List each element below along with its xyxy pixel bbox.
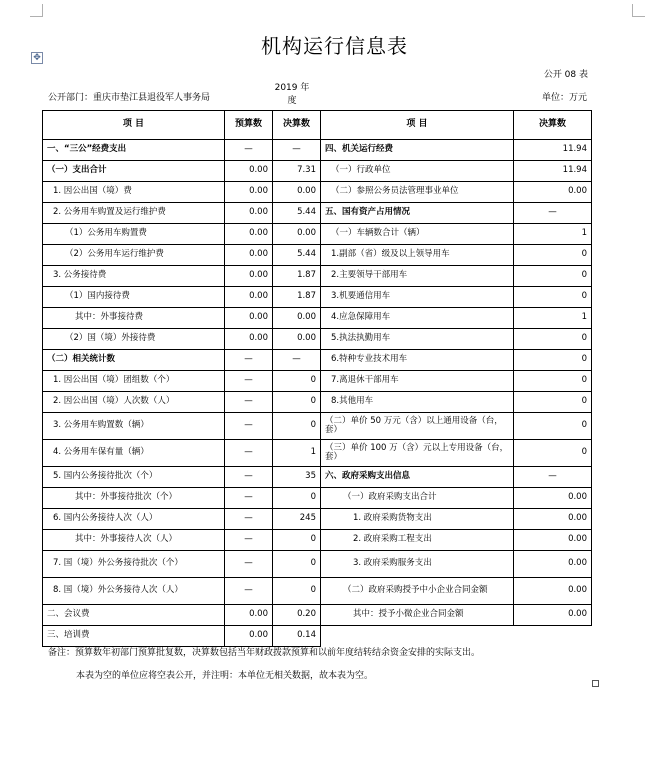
row-item: 3. 公务用车购置数（辆） — [43, 413, 225, 440]
row-final: 0.14 — [273, 626, 321, 647]
page-corner-mark — [632, 4, 645, 17]
unit-label: 单位：万元 — [541, 93, 587, 103]
table-row — [43, 287, 592, 308]
header-final-right: 决算数 — [514, 111, 592, 140]
table-row — [43, 392, 592, 413]
header-item-right: 项 目 — [321, 111, 514, 140]
table-row — [43, 488, 592, 509]
table-row — [43, 509, 592, 530]
row-item-right: 六、政府采购支出信息 — [321, 467, 514, 488]
row-final-right: 0.00 — [514, 578, 592, 605]
note-line-1: 备注：预算数年初部门预算批复数，决算数包括当年财政拨款预算和以前年度结转结余资金安排的实际支出。 — [48, 648, 481, 658]
row-budget: — — [225, 392, 273, 413]
row-item-right: 其中：授予小微企业合同金额 — [321, 605, 514, 626]
row-final: 0.00 — [273, 329, 321, 350]
row-item-right: 1. 政府采购货物支出 — [321, 509, 514, 530]
table-row — [43, 551, 592, 578]
row-final-right: 0 — [514, 371, 592, 392]
row-budget: 0.00 — [225, 224, 273, 245]
row-budget: 0.00 — [225, 329, 273, 350]
table-row — [43, 578, 592, 605]
row-item: 7. 国（境）外公务接待批次（个） — [43, 551, 225, 578]
row-final-right: 0 — [514, 287, 592, 308]
table-row — [43, 413, 592, 440]
table-row — [43, 161, 592, 182]
table-row — [43, 467, 592, 488]
row-item-right: 6.特种专业技术用车 — [321, 350, 514, 371]
row-item-right: 3. 政府采购服务支出 — [321, 551, 514, 578]
row-budget: — — [225, 488, 273, 509]
row-item-right: （一）车辆数合计（辆） — [321, 224, 514, 245]
row-item-right: （一）行政单位 — [321, 161, 514, 182]
table-row — [43, 605, 592, 626]
row-item: （2）公务用车运行维护费 — [43, 245, 225, 266]
row-item-right: 8.其他用车 — [321, 392, 514, 413]
fiscal-year-line1: 2019 年 — [274, 83, 310, 93]
notes — [48, 642, 480, 688]
table-row — [43, 440, 592, 467]
row-final: 0 — [273, 551, 321, 578]
table-row — [43, 371, 592, 392]
table-row — [43, 329, 592, 350]
row-item: （1）国内接待费 — [43, 287, 225, 308]
row-item: 其中：外事接待人次（人） — [43, 530, 225, 551]
row-item-right: 2. 政府采购工程支出 — [321, 530, 514, 551]
row-final-right: 0.00 — [514, 488, 592, 509]
row-budget: — — [225, 140, 273, 161]
table-row — [43, 308, 592, 329]
row-item: 8. 国（境）外公务接待人次（人） — [43, 578, 225, 605]
row-budget: 0.00 — [225, 245, 273, 266]
row-final: 5.44 — [273, 203, 321, 224]
row-item: 2. 因公出国（境）人次数（人） — [43, 392, 225, 413]
row-budget: — — [225, 467, 273, 488]
table-row — [43, 203, 592, 224]
row-final-right: 1 — [514, 224, 592, 245]
row-item: 1. 因公出国（境）费 — [43, 182, 225, 203]
row-final-right: 11.94 — [514, 140, 592, 161]
table-move-handle-icon[interactable]: ✥ — [31, 52, 43, 64]
row-final: 1 — [273, 440, 321, 467]
row-item-right: （三）单价 100 万（含）元以上专用设备（台，套） — [321, 440, 514, 467]
page-corner-mark — [30, 4, 43, 17]
row-final: 0.00 — [273, 182, 321, 203]
row-item: 4. 公务用车保有量（辆） — [43, 440, 225, 467]
row-final-right: 0 — [514, 266, 592, 287]
row-item: 2. 公务用车购置及运行维护费 — [43, 203, 225, 224]
row-final-right: 0 — [514, 329, 592, 350]
row-final-right: 0 — [514, 350, 592, 371]
row-final: 0 — [273, 578, 321, 605]
row-item: 其中：外事接待费 — [43, 308, 225, 329]
row-budget: 0.00 — [225, 161, 273, 182]
header-final: 决算数 — [273, 111, 321, 140]
row-item-right: 5.执法执勤用车 — [321, 329, 514, 350]
row-final: — — [273, 350, 321, 371]
document-end-mark — [592, 680, 599, 687]
row-final-right: 11.94 — [514, 161, 592, 182]
row-item: （一）支出合计 — [43, 161, 225, 182]
row-budget: — — [225, 440, 273, 467]
row-final-right: — — [514, 467, 592, 488]
row-item-right: 五、国有资产占用情况 — [321, 203, 514, 224]
row-final-right: 0 — [514, 245, 592, 266]
row-item-right: 7.离退休干部用车 — [321, 371, 514, 392]
row-budget: — — [225, 551, 273, 578]
row-item-right: （二）单价 50 万元（含）以上通用设备（台，套） — [321, 413, 514, 440]
page-title: 机构运行信息表 — [261, 34, 408, 58]
table-row — [43, 266, 592, 287]
row-final: 1.87 — [273, 266, 321, 287]
table-row — [43, 224, 592, 245]
row-final-right: 0.00 — [514, 182, 592, 203]
table-row — [43, 182, 592, 203]
row-item-right: 2.主要领导干部用车 — [321, 266, 514, 287]
operation-info-table — [42, 110, 592, 647]
table-row — [43, 245, 592, 266]
row-item: 其中：外事接待批次（个） — [43, 488, 225, 509]
table-row — [43, 140, 592, 161]
table-header-row — [43, 111, 592, 140]
row-final: 245 — [273, 509, 321, 530]
row-budget: — — [225, 350, 273, 371]
row-item: 1. 因公出国（境）团组数（个） — [43, 371, 225, 392]
row-budget: 0.00 — [225, 266, 273, 287]
header-budget: 预算数 — [225, 111, 273, 140]
row-final: 0.00 — [273, 308, 321, 329]
row-budget: 0.00 — [225, 287, 273, 308]
fiscal-year — [272, 82, 312, 108]
row-budget: — — [225, 371, 273, 392]
row-final: 7.31 — [273, 161, 321, 182]
row-final: 0 — [273, 530, 321, 551]
row-final: 1.87 — [273, 287, 321, 308]
row-final-right: 1 — [514, 308, 592, 329]
row-budget: — — [225, 578, 273, 605]
form-number: 公开 08 表 — [543, 70, 588, 80]
row-final: 0 — [273, 371, 321, 392]
row-budget: 0.00 — [225, 308, 273, 329]
row-item-right: （二）政府采购授予中小企业合同金额 — [321, 578, 514, 605]
row-item-right: 4.应急保障用车 — [321, 308, 514, 329]
row-item-right: （一）政府采购支出合计 — [321, 488, 514, 509]
row-item-right: 3.机要通信用车 — [321, 287, 514, 308]
row-item: （1）公务用车购置费 — [43, 224, 225, 245]
department-label: 公开部门：重庆市垫江县退役军人事务局 — [48, 93, 211, 103]
row-budget: 0.00 — [225, 203, 273, 224]
row-final: 5.44 — [273, 245, 321, 266]
row-final: 0 — [273, 392, 321, 413]
row-budget: — — [225, 509, 273, 530]
row-final-right: 0 — [514, 413, 592, 440]
row-item: 3. 公务接待费 — [43, 266, 225, 287]
row-final: 0 — [273, 413, 321, 440]
empty-cell — [514, 626, 592, 647]
row-item: 5. 国内公务接待批次（个） — [43, 467, 225, 488]
header-item: 项 目 — [43, 111, 225, 140]
row-item-right: （二）参照公务员法管理事业单位 — [321, 182, 514, 203]
row-item: （二）相关统计数 — [43, 350, 225, 371]
row-item: 二、会议费 — [43, 605, 225, 626]
row-item: 一、“三公”经费支出 — [43, 140, 225, 161]
row-final-right: 0.00 — [514, 530, 592, 551]
row-final: 0.00 — [273, 224, 321, 245]
fiscal-year-line2: 度 — [287, 96, 297, 106]
row-final-right: — — [514, 203, 592, 224]
row-final-right: 0.00 — [514, 605, 592, 626]
row-budget: 0.00 — [225, 605, 273, 626]
table-row — [43, 350, 592, 371]
row-item: （2）国（境）外接待费 — [43, 329, 225, 350]
row-budget: — — [225, 413, 273, 440]
row-item-right: 1.副部（省）级及以上领导用车 — [321, 245, 514, 266]
row-budget: 0.00 — [225, 626, 273, 647]
row-final: 35 — [273, 467, 321, 488]
row-item: 三、培训费 — [43, 626, 225, 647]
table-row — [43, 530, 592, 551]
row-final-right: 0 — [514, 392, 592, 413]
row-final: 0.20 — [273, 605, 321, 626]
row-item-right: 四、机关运行经费 — [321, 140, 514, 161]
row-final-right: 0.00 — [514, 551, 592, 578]
note-line-2: 本表为空的单位应将空表公开，并注明：本单位无相关数据，故本表为空。 — [76, 671, 374, 681]
row-final-right: 0 — [514, 440, 592, 467]
row-budget: — — [225, 530, 273, 551]
row-final-right: 0.00 — [514, 509, 592, 530]
row-final: — — [273, 140, 321, 161]
row-item: 6. 国内公务接待人次（人） — [43, 509, 225, 530]
row-budget: 0.00 — [225, 182, 273, 203]
row-final: 0 — [273, 488, 321, 509]
